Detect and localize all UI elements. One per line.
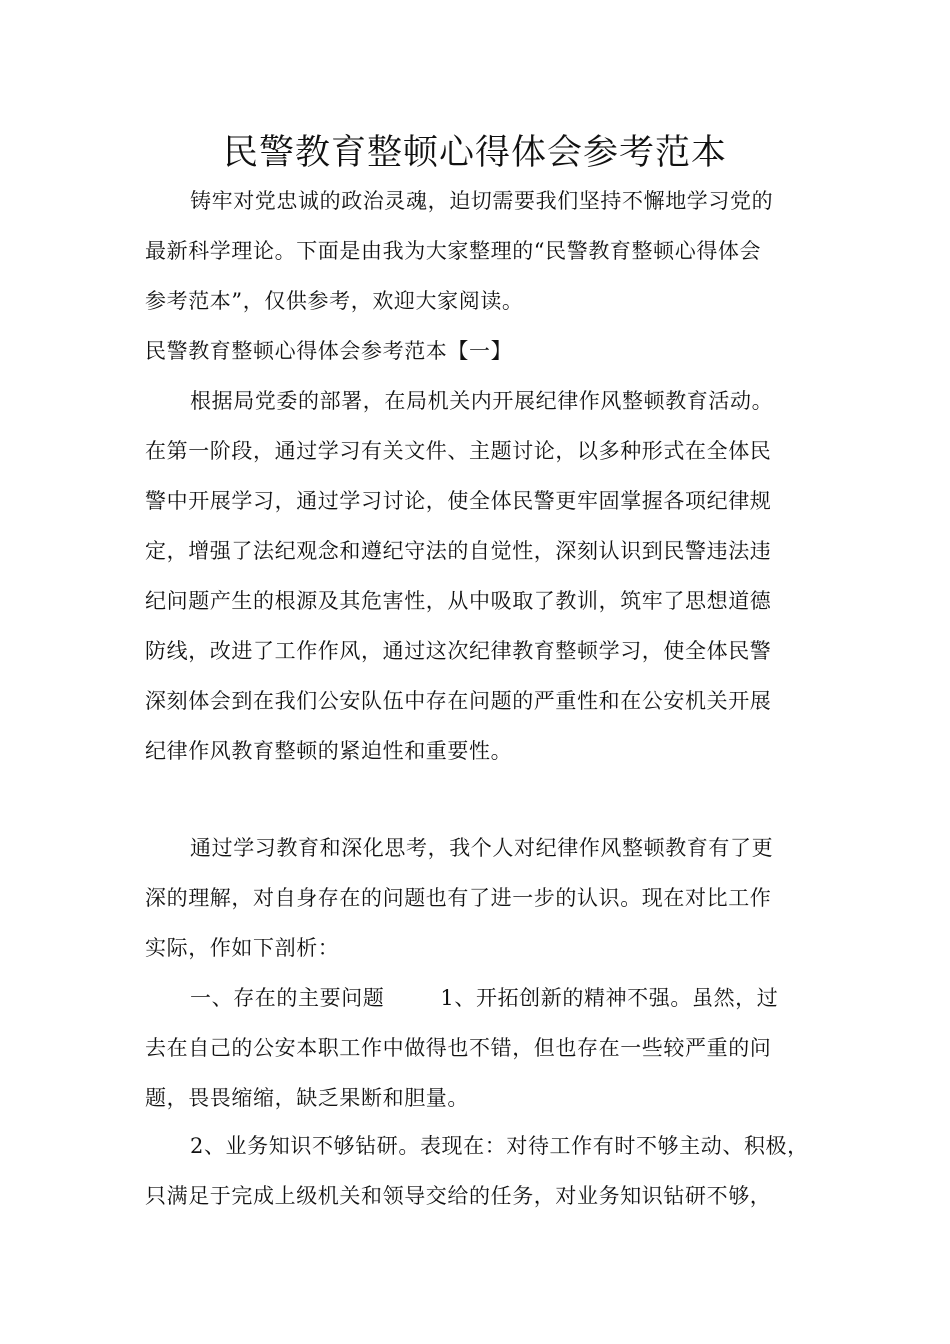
text-line: 铸牢对党忠诚的政治灵魂，迫切需要我们坚持不懈地学习党的 [190,189,774,213]
paragraph-3 [145,973,815,1123]
text-line: 题，畏畏缩缩，缺乏果断和胆量。 [145,1086,469,1110]
section-heading: 民警教育整顿心得体会参考范本【一】 [145,339,513,363]
text-line [145,973,815,1023]
text-line: 参考范本”，仅供参考，欢迎大家阅读。 [145,289,524,313]
text-line: 只满足于完成上级机关和领导交给的任务，对业务知识钻研不够， [145,1184,772,1208]
text-line: 根据局党委的部署，在局机关内开展纪律作风整顿教育活动。 [190,389,774,413]
text-line: 在第一阶段，通过学习有关文件、主题讨论，以多种形式在全体民 [145,439,772,463]
text-line: 实际，作如下剖析： [145,936,340,960]
text-line: 纪问题产生的根源及其危害性，从中吸取了教训，筑牢了思想道德 [145,589,772,613]
text-line: 2、业务知识不够钻研。表现在：对待工作有时不够主动、积极， [190,1134,809,1158]
paragraph-2 [145,823,815,973]
intro-paragraph [145,176,815,326]
document-title: 民警教育整顿心得体会参考范本 [222,133,727,173]
text-run: 1、开拓创新的精神不强。虽然，过 [440,986,779,1010]
text-line: 去在自己的公安本职工作中做得也不错，但也存在一些较严重的问 [145,1036,772,1060]
text-line: 最新科学理论。下面是由我为大家整理的“民警教育整顿心得体会 [145,239,762,263]
text-line: 深刻体会到在我们公安队伍中存在问题的严重性和在公安机关开展 [145,689,772,713]
text-line: 深的理解，对自身存在的问题也有了进一步的认识。现在对比工作 [145,886,772,910]
subsection-heading: 一、存在的主要问题 [190,986,385,1010]
section-heading-block [145,326,815,376]
text-line: 警中开展学习，通过学习讨论，使全体民警更牢固掌握各项纪律规 [145,489,772,513]
text-line: 通过学习教育和深化思考，我个人对纪律作风整顿教育有了更 [190,836,774,860]
paragraph-1 [145,376,815,776]
text-line: 定，增强了法纪观念和遵纪守法的自觉性，深刻认识到民警违法违 [145,539,772,563]
text-line: 防线，改进了工作作风，通过这次纪律教育整顿学习，使全体民警 [145,639,772,663]
text-line: 纪律作风教育整顿的紧迫性和重要性。 [145,739,513,763]
paragraph-4 [145,1121,815,1221]
